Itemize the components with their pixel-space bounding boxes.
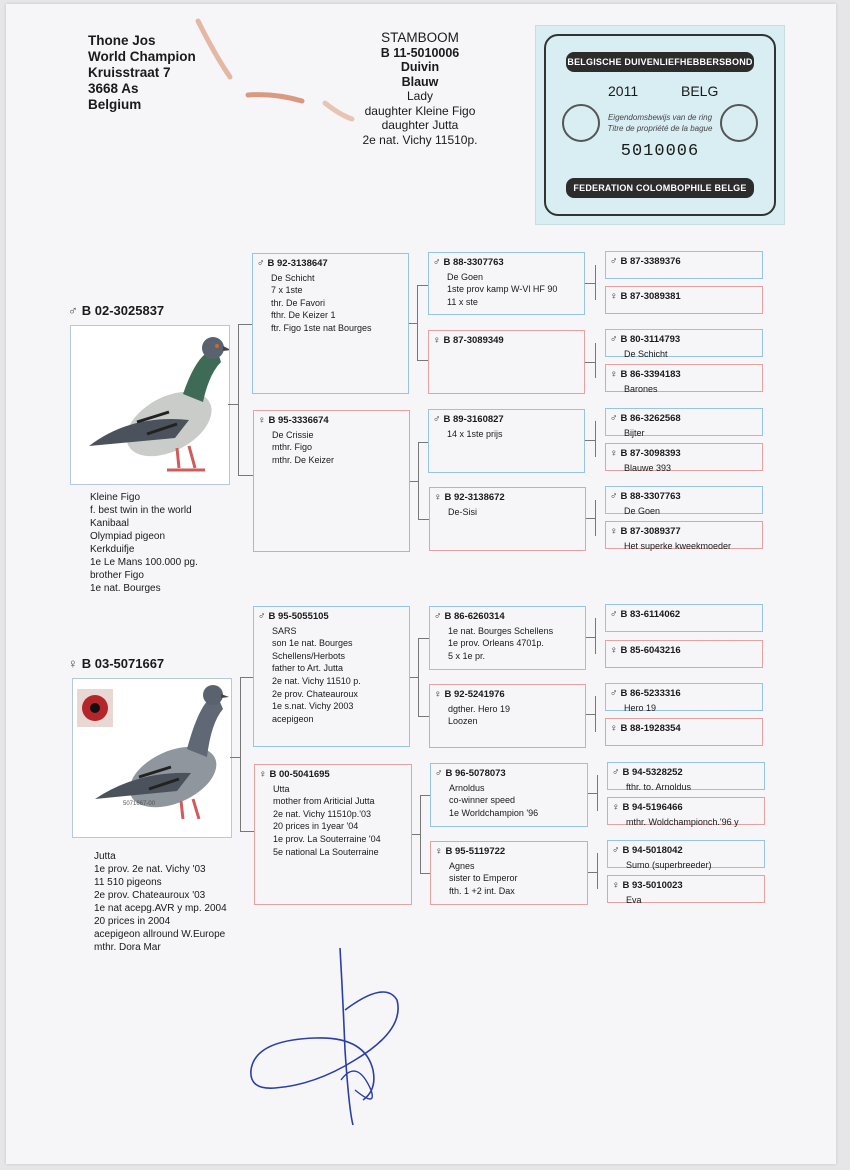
father-heading (68, 303, 164, 318)
female-icon: ♀ (434, 689, 442, 700)
mother-ring: B 03-5071667 (81, 656, 165, 671)
connector-line (409, 323, 417, 324)
connector-line (230, 757, 240, 758)
male-icon: ♂ (612, 845, 620, 856)
pigeon-icon (71, 326, 229, 484)
ring-number: B 87-3098393 (620, 448, 681, 459)
gen4-ancestor (605, 443, 763, 471)
connector-line (585, 362, 595, 363)
connector-line (240, 677, 253, 678)
female-icon: ♀ (434, 492, 442, 503)
pigeon-icon (73, 679, 231, 837)
connector-line (420, 795, 430, 796)
gen4-ancestor (607, 762, 765, 790)
ring-number: B 86-6260314 (444, 611, 505, 622)
mother-photo (72, 678, 232, 838)
female-icon: ♀ (610, 448, 618, 459)
connector-line (410, 481, 418, 482)
pedigree-line: dgther. Hero 19 (448, 703, 511, 714)
connector-line (418, 638, 429, 639)
connector-line (412, 834, 420, 835)
male-icon: ♂ (612, 767, 620, 778)
male-icon: ♂ (610, 334, 618, 345)
pedigree-line: Agnes (449, 860, 475, 871)
father-desc-line: brother Figo (90, 570, 144, 581)
grandsire-maternal (253, 606, 410, 747)
pedigree-line: 1e nat. Bourges Schellens (448, 625, 554, 636)
connector-line (418, 442, 419, 519)
gen3-ancestor (428, 330, 585, 394)
owner-city: 3668 As (88, 81, 139, 96)
pedigree-line: Het superke kweekmoeder (624, 540, 732, 551)
ring-number: B 86-3262568 (620, 413, 681, 424)
pedigree-line: Loozen (448, 716, 478, 727)
mother-desc-line: 20 prices in 2004 (94, 916, 171, 927)
connector-line (238, 324, 252, 325)
male-icon: ♂ (435, 768, 443, 779)
connector-line (585, 714, 595, 715)
gen4-ancestor (605, 286, 763, 314)
pedigree-line: 1ste prov kamp W-Vl HF 90 (447, 284, 558, 295)
pedigree-line: fthr. to. Arnoldus (626, 781, 692, 792)
mother-desc-line: Jutta (94, 851, 116, 862)
female-icon: ♀ (258, 415, 266, 426)
pedigree-line: Arnoldus (449, 782, 485, 793)
pedigree-line: 7 x 1ste (271, 285, 303, 296)
pedigree-line: fthr. De Keizer 1 (271, 310, 336, 321)
ring-number: B 92-5241976 (444, 689, 505, 700)
certificate-line-nl: Eigendomsbewijs van de ring (607, 113, 713, 122)
gen3-ancestor (429, 487, 586, 551)
ring-number: B 87-3389376 (620, 256, 681, 267)
male-icon: ♂ (610, 256, 618, 267)
pedigree-line: 1e prov. Orleans 4701p. (448, 638, 544, 649)
male-icon: ♂ (433, 414, 441, 425)
ring-number: B 89-3160827 (443, 414, 504, 425)
connector-line (585, 283, 595, 284)
pedigree-line: De Schicht (624, 348, 668, 359)
pedigree-line: De Schicht (271, 272, 315, 283)
owner-address (88, 33, 196, 113)
connector-line (597, 775, 598, 811)
father-desc-line: f. best twin in the world (90, 505, 192, 516)
pedigree-line: mthr. Woldchampionch.'96 y (626, 816, 739, 827)
owner-title: World Champion (88, 49, 196, 64)
male-icon: ♂ (610, 491, 618, 502)
pedigree-line: 20 prices in 1year '04 (273, 821, 359, 832)
ring-number: B 83-6114062 (620, 609, 681, 620)
certificate-bottom-banner: FEDERATION COLOMBOPHILE BELGE (566, 178, 754, 198)
gen3-ancestor (429, 684, 586, 748)
mother-desc-line: mthr. Dora Mar (94, 942, 161, 953)
pedigree-line: 2e nat. Vichy 11510 p. (272, 675, 361, 686)
female-icon: ♀ (435, 846, 443, 857)
ring-number: B 88-1928354 (620, 723, 681, 734)
ring-number: B 88-3307763 (620, 491, 681, 502)
pedigree-line: 1e prov. La Souterraine '04 (273, 833, 381, 844)
pedigree-line: 2e nat. Vichy 11510p.'03 (273, 808, 371, 819)
pedigree-line: thr. De Favori (271, 297, 326, 308)
ring-number: B 88-3307763 (443, 257, 504, 268)
certificate-ring-number: 5010006 (620, 142, 700, 161)
ring-number: B 93-5010023 (622, 880, 683, 891)
pedigree-line: ftr. Figo 1ste nat Bourges (271, 322, 372, 333)
bird-sex: Duivin (400, 60, 440, 74)
bird-note: daughter Jutta (381, 118, 459, 132)
pedigree-line: Hero 19 (624, 702, 657, 713)
connector-line (587, 793, 597, 794)
gen4-ancestor (605, 640, 763, 668)
certificate-top-banner: BELGISCHE DUIVENLIEFHEBBERSBOND (566, 52, 754, 72)
mother-desc-line: 11 510 pigeons (94, 877, 162, 888)
ring-number: B 85-6043216 (620, 645, 681, 656)
ring-number: B 86-5233316 (620, 688, 681, 699)
connector-line (418, 519, 429, 520)
ring-number: B 95-5055105 (268, 611, 329, 622)
connector-line (587, 872, 597, 873)
female-icon: ♀ (610, 291, 618, 302)
pedigree-line: Schellens/Herbots (272, 650, 346, 661)
father-desc-line: 1e Le Mans 100.000 pg. (90, 557, 198, 568)
ring-certificate (535, 25, 785, 225)
pedigree-line: 1e s.nat. Vichy 2003 (272, 701, 354, 712)
pedigree-line: Bijter (624, 427, 645, 438)
ring-number: B 96-5078073 (445, 768, 506, 779)
connector-line (595, 618, 596, 654)
female-icon: ♀ (612, 802, 620, 813)
ring-number: B 92-3138647 (267, 258, 328, 269)
gen4-ancestor (605, 718, 763, 746)
gen4-ancestor (605, 408, 763, 436)
pedigree-line: sister to Emperor (449, 873, 518, 884)
pedigree-line: father to Art. Jutta (272, 663, 344, 674)
mother-desc-line: 1e nat acepg.AVR y mp. 2004 (94, 903, 227, 914)
father-description (90, 491, 198, 595)
pedigree-line: De Goen (447, 271, 484, 282)
pedigree-line: 2e prov. Chateauroux (272, 688, 358, 699)
male-icon: ♂ (68, 303, 78, 318)
female-icon: ♀ (610, 369, 618, 380)
ring-number: B 94-5018042 (622, 845, 683, 856)
father-ring: B 02-3025837 (81, 303, 165, 318)
ring-number: B 95-5119722 (445, 846, 506, 857)
pedigree-line: mthr. Figo (272, 442, 313, 453)
connector-line (410, 677, 418, 678)
gen4-ancestor (605, 251, 763, 279)
pedigree-line: SARS (272, 625, 297, 636)
ring-number: B 87-3089377 (620, 526, 681, 537)
pedigree-line: 5 x 1e pr. (448, 650, 486, 661)
mother-description (94, 850, 227, 954)
mother-desc-line: 2e prov. Chateauroux '03 (94, 890, 206, 901)
female-icon: ♀ (612, 880, 620, 891)
gen4-ancestor (607, 875, 765, 903)
ring-number: B 87-3089349 (443, 335, 504, 346)
gen3-ancestor (429, 606, 586, 670)
female-icon: ♀ (610, 645, 618, 656)
connector-line (228, 404, 238, 405)
father-desc-line: Kleine Figo (90, 492, 141, 503)
connector-line (595, 421, 596, 457)
connector-line (417, 285, 418, 360)
connector-line (420, 795, 421, 873)
gen3-ancestor (430, 841, 588, 905)
gen4-ancestor (605, 683, 763, 711)
pedigree-line: Blauwe 393 (624, 462, 672, 473)
female-icon: ♀ (259, 769, 267, 780)
connector-line (240, 677, 241, 831)
male-icon: ♂ (610, 413, 618, 424)
pedigree-line: acepigeon (272, 713, 314, 724)
bird-note: daughter Kleine Figo (364, 103, 476, 118)
gen4-ancestor (605, 521, 763, 549)
granddam-paternal (253, 410, 410, 552)
mother-photo-caption: 5071667-00 (123, 801, 156, 807)
pedigree-line: Eva (626, 894, 642, 905)
female-icon: ♀ (610, 526, 618, 537)
connector-line (595, 500, 596, 536)
ring-number: B 95-3336674 (268, 415, 329, 426)
pedigree-line: De-Sisi (448, 506, 478, 517)
bird-name: Lady (406, 89, 434, 103)
pedigree-header (356, 31, 484, 147)
certificate-year: 2011 (608, 83, 639, 99)
tape-mark-decoration (190, 15, 370, 130)
gen3-ancestor (428, 252, 585, 315)
pedigree-line: mother from Ariticial Jutta (273, 796, 375, 807)
pedigree-line: De Goen (624, 505, 661, 516)
ring-number: B 86-3394183 (620, 369, 681, 380)
ring-number: B 92-3138672 (444, 492, 505, 503)
gen4-ancestor (605, 486, 763, 514)
pedigree-line: Sumo (superbreeder) (626, 859, 712, 870)
pedigree-line: 5e national La Souterraine (273, 846, 379, 857)
seal-icon (562, 104, 600, 142)
father-desc-line: Kanibaal (90, 518, 129, 529)
connector-line (238, 324, 239, 475)
bird-ring: B 11-5010006 (380, 45, 460, 60)
gen4-ancestor (605, 364, 763, 392)
father-desc-line: 1e nat. Bourges (90, 583, 161, 594)
male-icon: ♂ (257, 258, 265, 269)
connector-line (595, 265, 596, 300)
pedigree-line: fth. 1 +2 int. Dax (449, 885, 515, 896)
pedigree-line: 14 x 1ste prijs (447, 428, 503, 439)
connector-line (585, 440, 595, 441)
connector-line (585, 518, 595, 519)
ring-number: B 00-5041695 (269, 769, 330, 780)
ring-number: B 94-5328252 (622, 767, 683, 778)
pedigree-line: De Crissie (272, 429, 314, 440)
crown-icon (720, 104, 758, 142)
pedigree-line: Utta (273, 783, 290, 794)
pedigree-title: STAMBOOM (381, 30, 459, 45)
connector-line (595, 696, 596, 732)
pedigree-line: 11 x ste (447, 296, 478, 307)
female-icon: ♀ (68, 656, 78, 671)
pedigree-line: co-winner speed (449, 795, 516, 806)
female-icon: ♀ (610, 723, 618, 734)
father-desc-line: Kerkduifje (90, 544, 135, 555)
pedigree-line: mthr. De Keizer (272, 454, 335, 465)
certificate-country: BELG (681, 83, 719, 99)
connector-line (418, 638, 419, 716)
connector-line (240, 831, 254, 832)
connector-line (420, 873, 430, 874)
father-photo (70, 325, 230, 485)
bird-color: Blauw (401, 74, 439, 89)
bird-note: 2e nat. Vichy 11510p. (362, 132, 478, 147)
connector-line (585, 637, 595, 638)
owner-street: Kruisstraat 7 (88, 65, 171, 80)
gen3-ancestor (428, 409, 585, 473)
owner-name: Thone Jos (88, 33, 156, 48)
connector-line (238, 475, 253, 476)
male-icon: ♂ (433, 257, 441, 268)
gen3-ancestor (430, 763, 588, 827)
connector-line (418, 716, 429, 717)
male-icon: ♂ (434, 611, 442, 622)
gen4-ancestor (607, 797, 765, 825)
signature (245, 940, 415, 1130)
gen4-ancestor (605, 329, 763, 357)
male-icon: ♂ (258, 611, 266, 622)
ring-number: B 80-3114793 (620, 334, 681, 345)
female-icon: ♀ (433, 335, 441, 346)
connector-line (595, 343, 596, 378)
ring-number: B 87-3089381 (620, 291, 681, 302)
male-icon: ♂ (610, 609, 618, 620)
certificate-line-fr: Titre de propriété de la bague (607, 124, 713, 133)
grandsire-paternal (252, 253, 409, 394)
connector-line (597, 853, 598, 889)
gen4-ancestor (607, 840, 765, 868)
mother-desc-line: 1e prov. 2e nat. Vichy '03 (94, 864, 206, 875)
father-desc-line: Olympiad pigeon (90, 531, 166, 542)
pedigree-line: 1e Worldchampion '96 (449, 807, 539, 818)
pedigree-line: son 1e nat. Bourges (272, 638, 353, 649)
pedigree-line: Barones (624, 383, 658, 394)
ring-number: B 94-5196466 (622, 802, 683, 813)
granddam-maternal (254, 764, 412, 905)
male-icon: ♂ (610, 688, 618, 699)
mother-desc-line: acepigeon allround W.Europe (94, 929, 226, 940)
gen4-ancestor (605, 604, 763, 632)
owner-country: Belgium (88, 97, 142, 112)
mother-heading (68, 656, 164, 671)
